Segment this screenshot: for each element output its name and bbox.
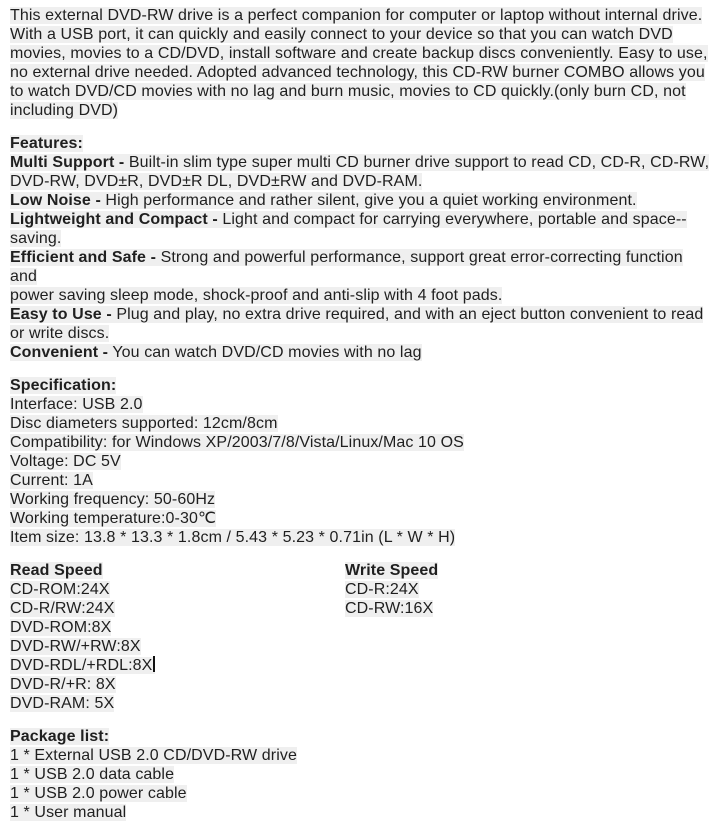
feature-text: or write discs. <box>10 325 110 342</box>
text-line-content: to watch DVD/CD movies with no lag and burn music, movies to CD quickly.(only burn CD, not <box>10 83 686 100</box>
package-item-line <box>10 803 712 822</box>
speed-value: CD-R:24X <box>345 581 419 598</box>
spec-text: Working temperature:0-30℃ <box>10 510 217 527</box>
speed-line <box>10 618 712 637</box>
spec-text: Item size: 13.8 * 13.3 * 1.8cm / 5.43 * 5.23 * 0.71in (L * W * H) <box>10 529 456 546</box>
feature-name: Multi Support - <box>10 154 125 171</box>
feature-text: DVD-RW, DVD±R, DVD±R DL, DVD±RW and DVD-RAM. <box>10 173 423 190</box>
speed-value: DVD-RDL/+RDL:8X <box>10 657 153 674</box>
text-caret <box>153 656 155 672</box>
speed-value: CD-R/RW:24X <box>10 600 115 617</box>
features-section <box>10 134 712 362</box>
package-item-line <box>10 746 712 765</box>
specification-heading <box>10 376 712 395</box>
speed-line <box>10 675 712 694</box>
intro-paragraph <box>10 6 712 120</box>
features-heading <box>10 134 712 153</box>
text-line <box>10 25 712 44</box>
speed-value: DVD-R/+R: 8X <box>10 676 116 693</box>
speed-value: DVD-RAM: 5X <box>10 695 115 712</box>
spec-line <box>10 452 712 471</box>
package-item: 1 * USB 2.0 power cable <box>10 785 187 802</box>
package-item: 1 * User manual <box>10 804 127 821</box>
write-speed-heading <box>345 561 438 580</box>
feature-text: Plug and play, no extra drive required, and with an eject button convenient to read <box>111 306 704 323</box>
speed-line <box>345 599 438 618</box>
spec-line <box>10 471 712 490</box>
feature-line <box>10 324 712 343</box>
speed-line <box>10 656 712 675</box>
section-heading: Package list: <box>10 728 110 745</box>
spec-line <box>10 395 712 414</box>
text-line-content: With a USB port, it can quickly and easily connect to your device so that you can watch DVD <box>10 26 673 43</box>
spec-line <box>10 490 712 509</box>
package-item-line <box>10 784 712 803</box>
feature-text: Built-in slim type super multi CD burner drive support to read CD, CD-R, CD-RW, <box>124 154 710 171</box>
speed-line <box>345 580 438 599</box>
text-line-content: including DVD) <box>10 102 119 119</box>
text-line-content: no external drive needed. Adopted advanced technology, this CD-RW burner COMBO allows you <box>10 64 705 81</box>
feature-name: Easy to Use - <box>10 306 112 323</box>
spec-line <box>10 509 712 528</box>
feature-name: Low Noise - <box>10 192 101 209</box>
feature-text: You can watch DVD/CD movies with no lag <box>108 344 422 361</box>
feature-line <box>10 191 712 210</box>
feature-line <box>10 153 712 172</box>
feature-line <box>10 248 712 286</box>
speed-value: DVD-ROM:8X <box>10 619 112 636</box>
speed-line <box>10 694 712 713</box>
spec-text: Interface: USB 2.0 <box>10 396 143 413</box>
feature-name: Convenient - <box>10 344 109 361</box>
spec-text: Disc diameters supported: 12cm/8cm <box>10 415 278 432</box>
column-heading: Write Speed <box>345 562 439 579</box>
spec-text: Compatibility: for Windows XP/2003/7/8/Vista/Linux/Mac 10 OS <box>10 434 464 451</box>
feature-line <box>10 286 712 305</box>
package-list-heading <box>10 727 712 746</box>
speed-line <box>10 637 712 656</box>
spec-line <box>10 528 712 547</box>
text-line <box>10 63 712 82</box>
feature-name: Efficient and Safe - <box>10 249 157 266</box>
section-heading: Specification: <box>10 377 117 394</box>
speed-value: DVD-RW/+RW:8X <box>10 638 141 655</box>
package-item: 1 * External USB 2.0 CD/DVD-RW drive <box>10 747 297 764</box>
spec-text: Voltage: DC 5V <box>10 453 121 470</box>
specification-section <box>10 376 712 547</box>
spec-line <box>10 433 712 452</box>
feature-text: High performance and rather silent, give you a quiet working environment. <box>100 192 637 209</box>
speed-value: CD-RW:16X <box>345 600 434 617</box>
text-line <box>10 6 712 25</box>
section-heading: Features: <box>10 135 83 152</box>
text-line <box>10 101 712 120</box>
feature-text: power saving sleep mode, shock-proof and anti-slip with 4 foot pads. <box>10 287 503 304</box>
column-heading: Read Speed <box>10 562 103 579</box>
text-line <box>10 44 712 63</box>
speeds-section <box>10 561 712 713</box>
feature-text: Light and compact for carrying everywhere, portable and space-- <box>217 211 687 228</box>
write-speed-column <box>345 561 438 618</box>
feature-text: Strong and powerful performance, support great error-correcting function and <box>10 249 683 285</box>
feature-line <box>10 305 712 324</box>
package-item: 1 * USB 2.0 data cable <box>10 766 175 783</box>
package-item-line <box>10 765 712 784</box>
text-line <box>10 82 712 101</box>
spec-line <box>10 414 712 433</box>
feature-name: Lightweight and Compact - <box>10 211 218 228</box>
text-line-content: This external DVD-RW drive is a perfect companion for computer or laptop without internal drive. <box>10 7 703 24</box>
speed-value: CD-ROM:24X <box>10 581 110 598</box>
package-list-section <box>10 727 712 822</box>
feature-line <box>10 172 712 191</box>
feature-line <box>10 229 712 248</box>
feature-line <box>10 343 712 362</box>
spec-text: Current: 1A <box>10 472 93 489</box>
text-line-content: movies, movies to a CD/DVD, install software and create backup discs conveniently. Easy to use, <box>10 45 708 62</box>
spec-text: Working frequency: 50-60Hz <box>10 491 216 508</box>
feature-line <box>10 210 712 229</box>
feature-text: saving. <box>10 230 62 247</box>
